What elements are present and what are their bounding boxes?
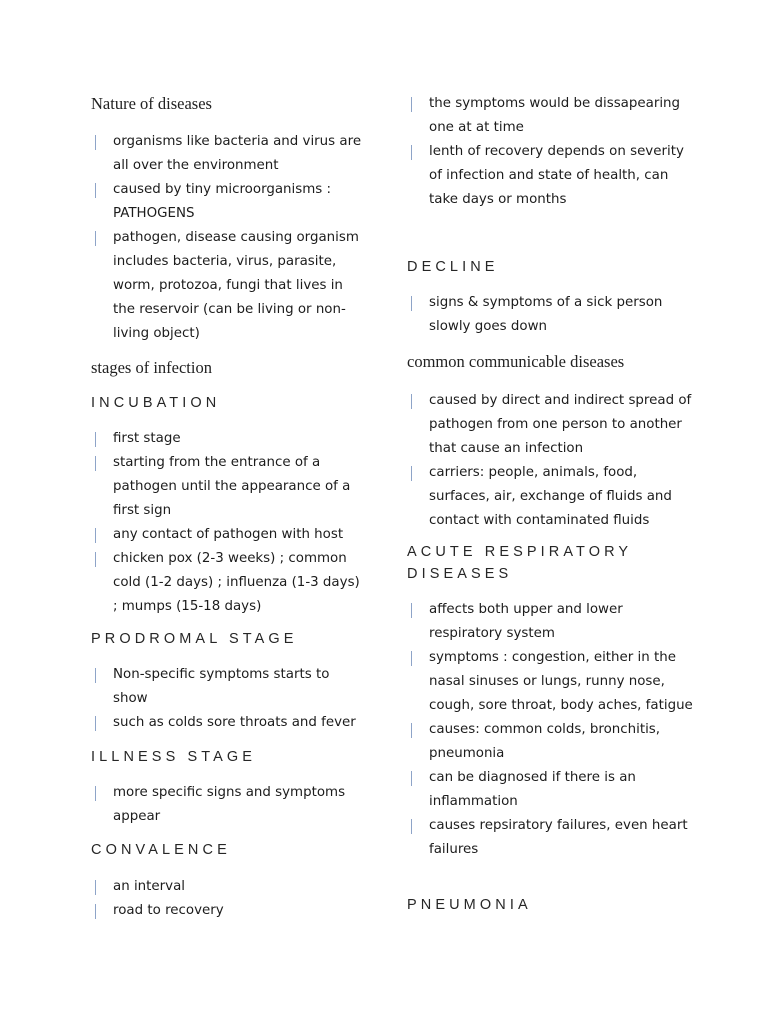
list-item [91, 427, 363, 451]
incubation-list [91, 427, 363, 619]
list-item-text: Non-specific symptoms starts to show [113, 667, 330, 706]
list-item-text: more specific signs and symptoms appear [113, 785, 346, 824]
bullet-bar [95, 528, 96, 543]
communicable-list [407, 389, 697, 533]
list-item [407, 461, 697, 533]
list-item-text: lenth of recovery depends on severity of infection and state of health, can take days or months [429, 144, 684, 207]
continued-list [407, 92, 697, 212]
bullet-bar [95, 880, 96, 895]
list-item [91, 875, 363, 899]
nature-of-diseases-list [91, 130, 363, 346]
convalence-title: CONVALENCE [91, 842, 231, 858]
list-item-text: an interval [113, 879, 186, 894]
decline-title: DECLINE [407, 259, 499, 275]
bullet-bar [95, 716, 96, 731]
list-item-text: caused by direct and indirect spread of pathogen from one person to another that cause an infection [429, 393, 692, 456]
prodromal-stage-title: PRODROMAL STAGE [91, 631, 298, 647]
bullet-bar [411, 723, 412, 738]
bullet-bar [95, 786, 96, 801]
list-item-text: first stage [113, 431, 181, 446]
list-item-text: causes repsiratory failures, even heart failures [429, 818, 688, 857]
list-item-text: the symptoms would be dissapearing one at at time [429, 96, 681, 135]
bullet-bar [411, 603, 412, 618]
list-item [407, 389, 697, 461]
list-item-text: organisms like bacteria and virus are all over the environment [113, 134, 362, 173]
bullet-bar [95, 668, 96, 683]
bullet-bar [95, 552, 96, 567]
bullet-bar [411, 394, 412, 409]
bullet-bar [411, 97, 412, 112]
list-item [91, 711, 363, 735]
list-item-text: pathogen, disease causing organism includes bacteria, virus, parasite, worm, protozoa, fungi that lives in the reservoir (can be living or non-living object) [113, 230, 359, 341]
convalence-list [91, 875, 363, 923]
list-item-text: chicken pox (2-3 weeks) ; common cold (1-2 days) ; influenza (1-3 days) ; mumps (15-18 days) [113, 551, 360, 614]
list-item-text: caused by tiny microorganisms : PATHOGENS [113, 182, 332, 221]
list-item-text: affects both upper and lower respiratory system [429, 602, 623, 641]
incubation-title: INCUBATION [91, 395, 221, 411]
bullet-bar [411, 819, 412, 834]
list-item-text: any contact of pathogen with host [113, 527, 344, 542]
list-item-text: starting from the entrance of a pathogen until the appearance of a first sign [113, 455, 351, 518]
list-item-text: symptoms : congestion, either in the nasal sinuses or lungs, runny nose, cough, sore throat, body aches, fatigue [429, 650, 693, 713]
list-item [91, 899, 363, 923]
list-item [407, 291, 697, 339]
bullet-bar [411, 651, 412, 666]
list-item [91, 451, 363, 523]
list-item [407, 646, 697, 718]
list-item [91, 663, 363, 711]
communicable-diseases-heading: common communicable diseases [407, 352, 625, 371]
list-item [91, 781, 363, 829]
stages-of-infection-heading: stages of infection [91, 358, 212, 377]
bullet-bar [95, 231, 96, 246]
list-item [91, 547, 363, 619]
list-item-text: signs & symptoms of a sick person slowly goes down [429, 295, 663, 334]
bullet-bar [95, 135, 96, 150]
bullet-bar [411, 466, 412, 481]
list-item [91, 178, 363, 226]
list-item [91, 226, 363, 346]
list-item [407, 766, 697, 814]
acute-respiratory-list [407, 598, 697, 862]
bullet-bar [411, 771, 412, 786]
bullet-bar [95, 183, 96, 198]
bullet-bar [95, 904, 96, 919]
prodromal-list [91, 663, 363, 735]
list-item [407, 718, 697, 766]
pneumonia-title: PNEUMONIA [407, 897, 532, 913]
list-item [407, 598, 697, 646]
list-item [407, 140, 697, 212]
nature-of-diseases-heading: Nature of diseases [91, 94, 212, 113]
list-item [91, 130, 363, 178]
bullet-bar [411, 145, 412, 160]
decline-list [407, 291, 697, 339]
list-item-text: causes: common colds, bronchitis, pneumonia [429, 722, 661, 761]
list-item [91, 523, 363, 547]
list-item-text: road to recovery [113, 903, 224, 918]
list-item [407, 92, 697, 140]
bullet-bar [411, 296, 412, 311]
list-item-text: carriers: people, animals, food, surfaces, air, exchange of fluids and contact with contaminated fluids [429, 465, 672, 528]
illness-list [91, 781, 363, 829]
list-item-text: such as colds sore throats and fever [113, 715, 356, 730]
acute-respiratory-diseases-title: ACUTE RESPIRATORY DISEASES [407, 544, 632, 582]
bullet-bar [95, 456, 96, 471]
illness-stage-title: ILLNESS STAGE [91, 749, 257, 765]
bullet-bar [95, 432, 96, 447]
list-item-text: can be diagnosed if there is an inflammation [429, 770, 636, 809]
list-item [407, 814, 697, 862]
